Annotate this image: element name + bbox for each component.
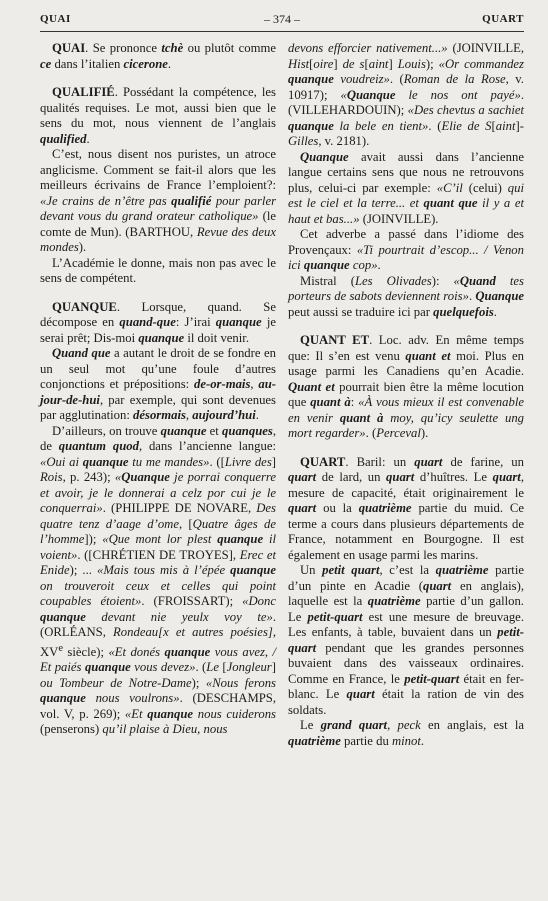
entry-separator xyxy=(288,442,524,455)
left-column xyxy=(40,41,276,749)
entry-paragraph: Quanque avait aussi dans l’ancienne langue certains sens que nous ne retrouvons plus, celui-ci par exemple: «C’il (celui) qui est le ciel et la terre... et quant que il y a et haut et bas...» (JOINVILLE). xyxy=(288,149,525,226)
entry-paragraph: devons efforcier nativement...» (JOINVILLE, Hist[oire] de s[aint] Louis); «Or commandez quanque voudreiz». (Roman de la Rose, v. 10917); «Quanque le nos ont payé». (VILLEHARDOUIN); «Des chevtus a sachiet quanque la bele en tient». (Elie de S[aint]-Gilles, v. 2181). xyxy=(288,41,524,148)
entry-headword-paragraph: QUANT ET. Loc. adv. En même temps que: Il s’en est venu quant et moi. Plus en usage parmi les Canadiens qu’en Acadie. Quant et pourrait bien être la même locution que quant à: «À vous mieux il est convenable en venir quant à moy, qu’icy seulette ung mort regarder». (Perceval). xyxy=(288,333,525,440)
header-right-guide-word: QUART xyxy=(482,13,524,25)
right-column xyxy=(288,41,524,749)
entry-headword-paragraph: QUALIFIÉ. Possédant la compétence, les qualités requises. Le mot, aussi bien que le sens du mot, nous viennent de l’anglais qualified. xyxy=(40,85,276,146)
entry-headword-paragraph: QUAI. Se prononce tchè ou plutôt comme ce dans l’italien cicerone. xyxy=(40,41,276,71)
entry-paragraph: Mistral (Les Olivades): «Quand tes porteurs de sabots deviennent rois». Quanque peut aussi se traduire ici par quelquefois. xyxy=(288,273,525,319)
entry-separator xyxy=(40,287,276,300)
two-column-body xyxy=(40,41,524,749)
header-left-guide-word: QUAI xyxy=(40,13,71,25)
header-rule xyxy=(40,31,524,32)
entry-paragraph: D’ailleurs, on trouve quanque et quanques, de quantum quod, dans l’ancienne langue: «Oui ai quanque tu me mandes». ([Livre des] Rois, p. 243); «Quanque je porrai conquerre et avoir, je le donnerai a celz por cui je le conquerrai». (PHILIPPE DE NOVARE, Des quatre tenz d’aage d’ome, [Quatre âges de l’homme]); «Que mont lor plest quanque il voient». ([CHRÉTIEN DE TROYES], Erec et Enide); ... «Mais tous mis à l’épée quanque on trouveroit ceux et celles qui point coupables étoient». (FROISSART); «Donc quanque devant nie yeulx voy te». (ORLÉANS, Rondeau[x et autres poésies], XVe siècle); «Et donés quanque vous avez, / Et paiés quanque vous devez». (Le [Jongleur] ou Tombeur de Notre-Dame); «Nous ferons quanque nous voulrons». (DESCHAMPS, vol. V, p. 269); «Et quanque nous cuiderons (penserons) qu’il plaise à Dieu, nous xyxy=(40,423,277,737)
entry-paragraph: C’est, nous disent nos puristes, un atroce anglicisme. Comment se fait-il alors que les meilleurs écrivains de France l’emploient?: «Je crains de n’être pas qualifié pour parler devant vous du grand orateur catholique» (le comte de Mun). (BARTHOU, Revue des deux mondes). xyxy=(40,147,277,254)
entry-paragraph: Un petit quart, c’est la quatrième partie d’un pinte en Acadie (quart en anglais), laquelle est la quatrième partie d’un gallon. Le petit-quart est une mesure de breuvage. Les enfants, à table, buvaient dans un petit-quart pendant que les grandes personnes buvaient dans des vaisseaux ordinaires. Comme en France, le petit-quart était en fer-blanc. Le quart était la ration de vin des soldats. xyxy=(288,563,525,717)
entry-separator xyxy=(288,320,524,333)
entry-headword-paragraph: QUART. Baril: un quart de farine, un quart de lard, un quart d’huîtres. Le quart, mesure de capacité, était originairement le quart ou la quatrième partie du muid. Ce terme a cours dans plusieurs départements de France, notamment en Bourgogne. Il est également en usage parmi les marins. xyxy=(288,454,525,562)
entry-paragraph: Cet adverbe a passé dans l’idiome des Provençaux: «Ti pourtrait d’escop... / Venon ici quanque cop». xyxy=(288,227,524,272)
running-header xyxy=(40,10,524,28)
entry-paragraph: Quand que a autant le droit de se fondre en un seul mot qu’une foule d’autres conjonctions et prépositions: de-or-mais, au-jour-de-hui, par exemple, qui sont devenues par agglutination: désormais, aujourd’hui. xyxy=(40,346,277,422)
entry-headword-paragraph: QUANQUE. Lorsque, quand. Se décompose en quand-que: J’irai quanque je serai prêt; Dis-moi quanque il doit venir. xyxy=(40,299,276,345)
entry-separator xyxy=(40,72,276,85)
page-number: – 374 – xyxy=(264,12,300,26)
entry-paragraph: L’Académie le donne, mais non pas avec le sens de compétent. xyxy=(40,255,276,285)
entry-paragraph: Le grand quart, peck en anglais, est la quatrième partie du minot. xyxy=(288,718,525,748)
